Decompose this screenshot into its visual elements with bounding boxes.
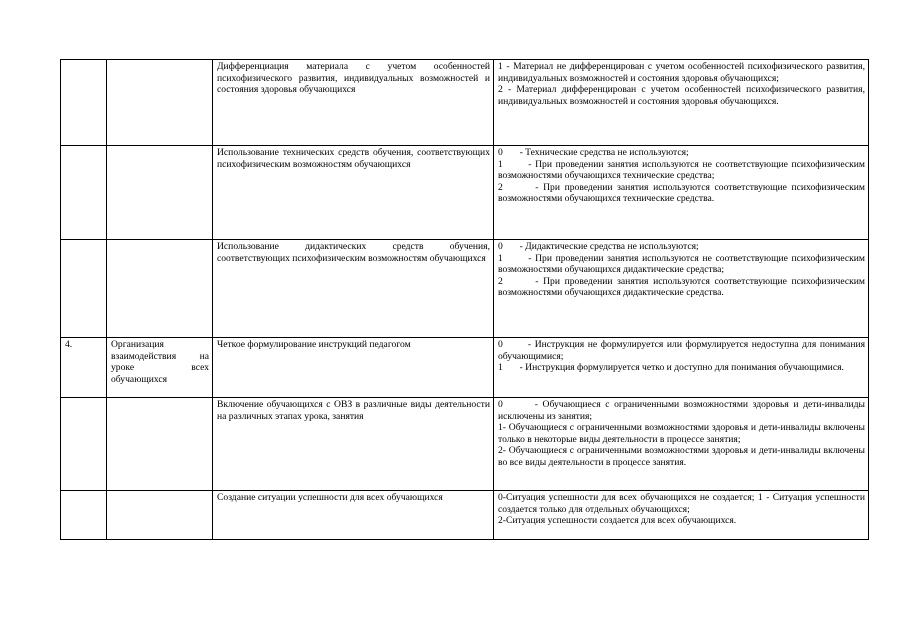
option-text: 1 - При проведении занятия используются не соответствующие психофизическим возможностями обучающихся дидактические средства; (498, 252, 865, 276)
indicator-name-cell (107, 146, 213, 240)
criterion-cell: Использование технических средств обучения, соответствующих психофизическим возможностям обучающихся (213, 146, 494, 240)
options-cell (494, 60, 869, 146)
option-text: 1 - При проведении занятия используются не соответствующие психофизическим возможностями обучающихся технические средства; (498, 158, 865, 182)
criterion-cell: Дифференциация материала с учетом особенностей психофизического развития, индивидуальных возможностей и состояния здоровья обучающихся (213, 60, 494, 146)
criterion-cell: Включение обучающихся с ОВЗ в различные виды деятельности на различных этапах урока, занятия (213, 398, 494, 491)
row-number-cell (61, 398, 107, 491)
table-row (61, 60, 869, 146)
table-row (61, 338, 869, 398)
options-cell (494, 491, 869, 540)
option-text: 0 - Обучающиеся с ограниченными возможностями здоровья и дети-инвалиды исключены из занятия; (498, 399, 865, 422)
indicator-name-cell (107, 60, 213, 146)
row-number-cell (61, 240, 107, 338)
options-cell (494, 338, 869, 398)
option-text: 1 - Инструкция формулируется четко и доступно для понимания обучающимися. (498, 362, 844, 374)
option-text: 0 - Дидактические средства не используются; (498, 241, 699, 252)
indicator-name-cell (107, 398, 213, 491)
table-row (61, 240, 869, 338)
criterion-cell: Создание ситуации успешности для всех обучающихся (213, 491, 494, 540)
table-row (61, 398, 869, 491)
row-number-cell (61, 60, 107, 146)
option-text: 1 - Материал не дифференцирован с учетом особенностей психофизического развития, индивидуальных возможностей и состояния здоровья обучающихся; (498, 61, 865, 84)
row-number-cell (61, 146, 107, 240)
indicator-name-cell (107, 240, 213, 338)
indicator-name-cell (107, 491, 213, 540)
options-cell (494, 146, 869, 240)
criteria-table (60, 59, 869, 540)
row-number-cell: 4. (61, 338, 107, 398)
table-row (61, 491, 869, 540)
options-cell (494, 240, 869, 338)
option-text: 2 - При проведении занятия используются соответствующие психофизическим возможностями обучающихся дидактические средства. (498, 275, 865, 299)
option-text: 2 - При проведении занятия используются соответствующие психофизическим возможностями обучающихся технические средства. (498, 181, 865, 205)
option-text: 2 - Материал дифференцирован с учетом особенностей психофизического развития, индивидуальных возможностей и состояния здоровья обучающихся. (498, 84, 865, 107)
option-text: 0 - Технические средства не используются; (498, 147, 689, 158)
criterion-cell: Использование дидактических средств обучения, соответствующих психофизическим возможностям обучающихся (213, 240, 494, 338)
table-row (61, 146, 869, 240)
options-cell (494, 398, 869, 491)
option-text: 0-Ситуация успешности для всех обучающихся не создается; 1 - Ситуация успешности создается только для отдельных обучающихся; (498, 492, 865, 515)
row-number-cell (61, 491, 107, 540)
criterion-cell: Четкое формулирование инструкций педагогом (213, 338, 494, 398)
option-text: 2-Ситуация успешности создается для всех обучающихся. (498, 515, 737, 527)
option-text: 2- Обучающиеся с ограниченными возможностями здоровья и дети-инвалиды включены во все виды деятельности в процессе занятия. (498, 445, 865, 468)
option-text: 0 - Инструкция не формулируется или формулируется недоступна для понимания обучающимися; (498, 339, 865, 362)
option-text: 1- Обучающиеся с ограниченными возможностями здоровья и дети-инвалиды включены только в некоторые виды деятельности в процессе занятия; (498, 422, 865, 445)
indicator-name-cell: Организация взаимодействия на уроке всех обучающихся (107, 338, 213, 398)
